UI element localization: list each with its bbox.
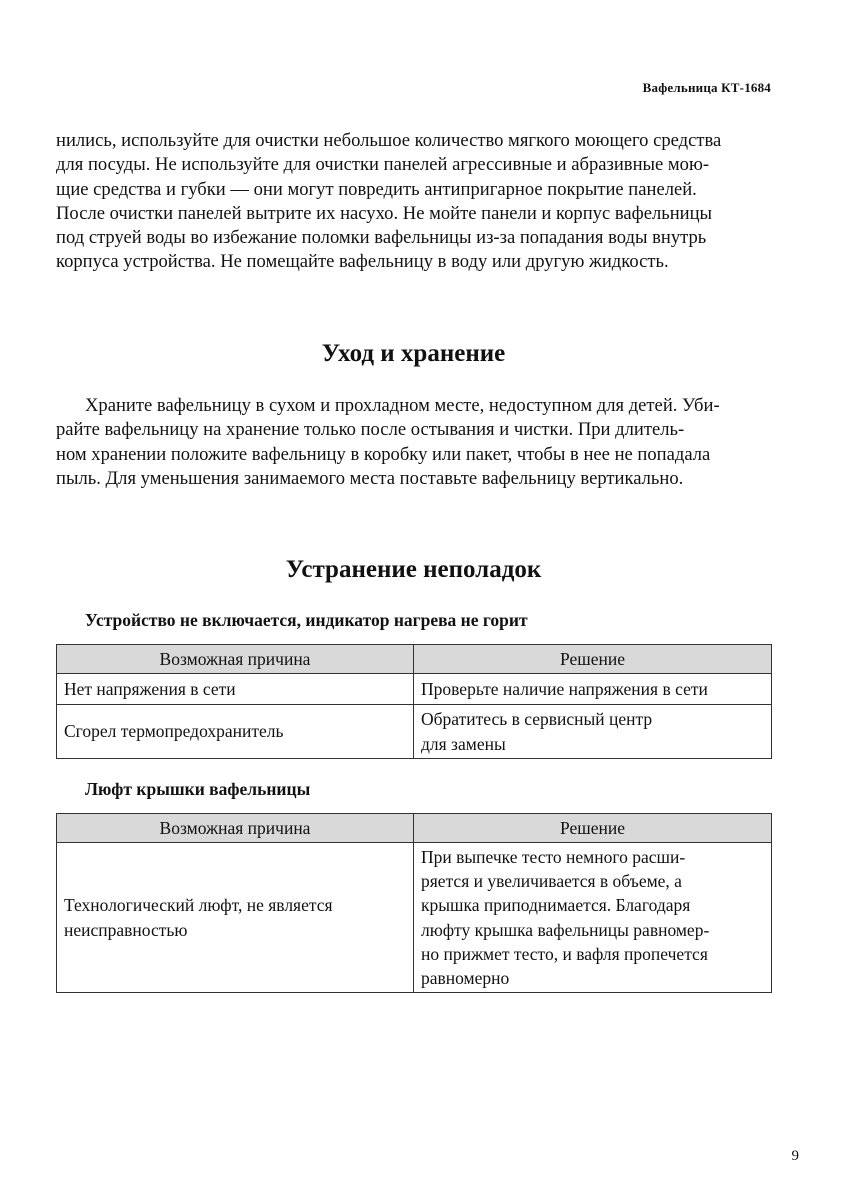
cell-text: Сгорел термопредохранитель [64, 721, 284, 742]
text-line: корпуса устройства. Не помещайте вафельницу в воду или другую жидкость. [56, 251, 669, 273]
cell-text: неисправностью [64, 919, 188, 940]
cell-text: равномерно [421, 968, 510, 989]
table-row [57, 674, 772, 705]
cell-text: Обратитесь в сервисный центр [421, 709, 653, 730]
problem-title: Люфт крышки вафельницы [85, 779, 311, 799]
cell-text: При выпечке тесто немного расши- [421, 846, 686, 867]
text-line: пыль. Для уменьшения занимаемого места поставьте вафельницу вертикально. [56, 467, 684, 489]
intro-paragraph [56, 129, 771, 275]
care-section-title: Уход и хранение [321, 340, 506, 367]
cell-text: крышка приподнимается. Благодаря [421, 895, 691, 916]
table-header-row [57, 645, 772, 674]
table-row [57, 705, 772, 759]
column-header-solution: Решение [414, 814, 772, 843]
text-line: нились, используйте для очистки небольшое количество мягкого моющего средства [56, 130, 722, 151]
column-header-cause: Возможная причина [57, 645, 414, 674]
solution-cell [414, 674, 772, 705]
troubleshooting-table-power [56, 644, 772, 759]
cause-cell [57, 705, 414, 759]
cause-cell [57, 843, 414, 993]
text-line: райте вафельницу на хранение только после остывания и чистки. При длитель- [56, 419, 685, 441]
column-header-solution: Решение [414, 645, 772, 674]
text-line: После очистки панелей вытрите их насухо. Не мойте панели и корпус вафельницы [56, 202, 713, 224]
cell-text: Нет напряжения в сети [64, 678, 236, 699]
solution-cell [414, 705, 772, 759]
cell-text: Проверьте наличие напряжения в сети [421, 678, 708, 699]
cell-text: ряется и увеличивается в объеме, а [421, 870, 682, 891]
text-line: щие средства и губки — они могут повредить антипригарное покрытие панелей. [56, 178, 697, 200]
cell-text: для замены [421, 733, 506, 754]
page-number: 9 [791, 1148, 799, 1164]
running-header: Вафельница КТ-1684 [642, 80, 771, 95]
care-paragraph [56, 394, 771, 491]
column-header-cause: Возможная причина [57, 814, 414, 843]
text-line: под струей воды во избежание поломки вафельницы из-за попадания воды внутрь [56, 227, 707, 249]
problem-title: Устройство не включается, индикатор нагрева не горит [85, 610, 528, 630]
text-line: ном хранении положите вафельницу в коробку или пакет, чтобы в нее не попадала [56, 443, 711, 465]
cause-cell [57, 674, 414, 705]
solution-cell [414, 843, 772, 993]
text-line: для посуды. Не используйте для очистки панелей агрессивные и абразивные мою- [56, 154, 710, 176]
troubleshooting-table-lid [56, 813, 772, 993]
table-header-row [57, 814, 772, 843]
cell-text: но прижмет тесто, и вафля пропечется [421, 943, 708, 964]
table-row [57, 843, 772, 993]
text-line: Храните вафельницу в сухом и прохладном месте, недоступном для детей. Уби- [85, 395, 720, 416]
cell-text: Технологический люфт, не является [64, 895, 333, 916]
cell-text: люфту крышка вафельницы равномер- [421, 919, 710, 940]
troubleshooting-title: Устранение неполадок [285, 556, 542, 583]
